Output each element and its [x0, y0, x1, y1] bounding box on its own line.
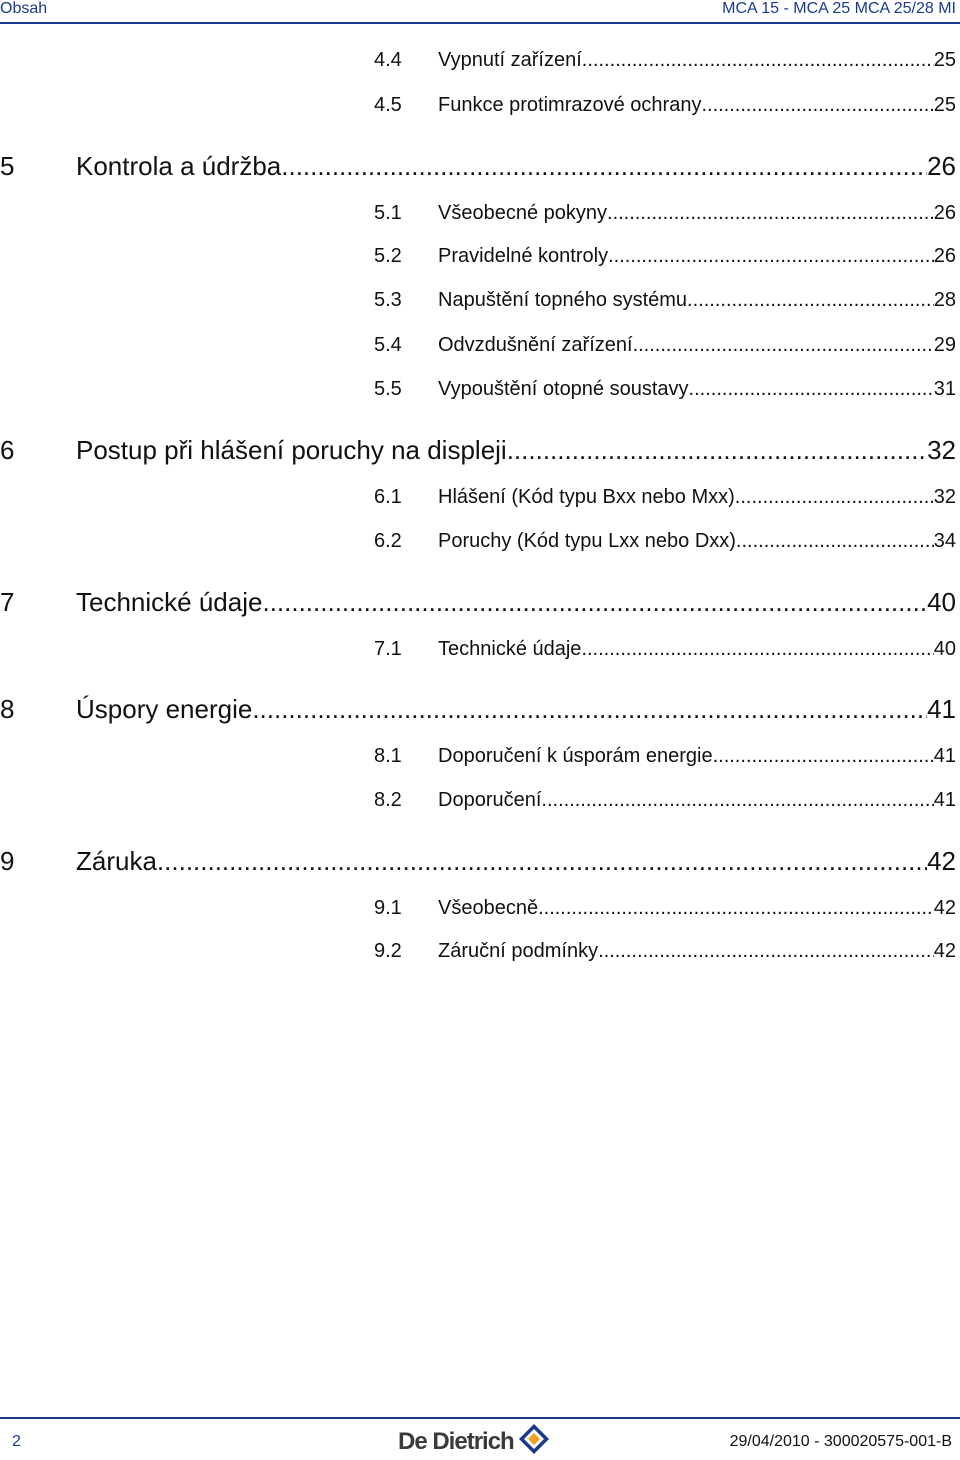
toc-entry[interactable] [374, 334, 956, 357]
toc-chapter-title: Záruka [76, 846, 157, 876]
toc-chapter[interactable] [0, 694, 956, 725]
toc-entry-page: 34 [933, 530, 956, 552]
toc-leader-dots [608, 245, 934, 268]
toc-chapter-number: 9 [0, 846, 15, 876]
toc-entry-page: 25 [933, 94, 956, 116]
toc-entry-title: Technické údaje [438, 638, 582, 660]
toc-entry-number: 5.1 [374, 202, 402, 224]
toc-entry[interactable] [374, 940, 956, 963]
toc-entry[interactable] [374, 378, 956, 401]
toc-entry-title: Vypnutí zařízení [438, 49, 582, 71]
toc-leader-dots [507, 435, 927, 466]
page-footer [0, 1417, 960, 1460]
toc-leader-dots [713, 745, 934, 768]
toc-entry-number: 5.5 [374, 378, 402, 400]
page-number: 2 [12, 1433, 21, 1450]
toc-entry-page: 26 [933, 202, 956, 224]
toc-entry-page: 25 [933, 49, 956, 71]
brand-logo-text: De Dietrich [398, 1427, 514, 1455]
document-reference: 29/04/2010 - 300020575-001-B [729, 1433, 952, 1450]
toc-leader-dots [157, 846, 927, 877]
toc-entry-page: 28 [933, 289, 956, 311]
toc-chapter-number: 8 [0, 694, 15, 724]
toc-entry-page: 29 [933, 334, 956, 356]
toc-entry[interactable] [374, 289, 956, 312]
toc-entry-page: 40 [933, 638, 956, 660]
document-title: MCA 15 - MCA 25 MCA 25/28 MI [722, 0, 956, 17]
toc-entry-page: 31 [933, 378, 956, 400]
toc-chapter-page: 26 [927, 151, 956, 181]
toc-entry[interactable] [374, 49, 956, 72]
toc-entry[interactable] [374, 638, 956, 661]
toc-entry-number: 4.5 [374, 94, 402, 116]
toc-chapter-title: Technické údaje [76, 587, 263, 617]
toc-entry-page: 42 [933, 897, 956, 919]
toc-chapter[interactable] [0, 435, 956, 466]
toc-entry-number: 6.2 [374, 530, 402, 552]
toc-entry[interactable] [374, 486, 956, 509]
toc-entry-page: 41 [933, 789, 956, 811]
toc-leader-dots [701, 94, 933, 117]
section-label: Obsah [0, 0, 48, 17]
de-dietrich-diamond-logo-icon [518, 1423, 550, 1460]
toc-chapter-number: 7 [0, 587, 15, 617]
toc-chapter-page: 32 [927, 435, 956, 465]
toc-leader-dots [581, 638, 933, 661]
toc-chapter-title: Úspory energie [76, 694, 253, 724]
toc-entry-title: Všeobecné pokyny [438, 202, 608, 224]
toc-entry-number: 4.4 [374, 49, 402, 71]
toc-chapter-title: Kontrola a údržba [76, 151, 282, 181]
toc-entry[interactable] [374, 94, 956, 117]
toc-chapter[interactable] [0, 151, 956, 182]
toc-entry-page: 41 [933, 745, 956, 767]
toc-entry-number: 8.1 [374, 745, 402, 767]
toc-leader-dots [598, 940, 934, 963]
toc-entry-title: Doporučení [438, 789, 542, 811]
toc-entry-number: 9.1 [374, 897, 402, 919]
toc-entry-number: 5.4 [374, 334, 402, 356]
toc-entry-title: Všeobecně [438, 897, 539, 919]
toc-leader-dots [633, 334, 934, 357]
toc-entry-title: Záruční podmínky [438, 940, 599, 962]
brand-logo [398, 1423, 550, 1460]
toc-leader-dots [538, 897, 934, 920]
toc-entry-title: Vypouštění otopné soustavy [438, 378, 689, 400]
toc-leader-dots [736, 530, 934, 553]
toc-entry-title: Napuštění topného systému [438, 289, 688, 311]
toc-chapter-page: 42 [927, 846, 956, 876]
toc-entry-title: Funkce protimrazové ochrany [438, 94, 702, 116]
toc-chapter[interactable] [0, 587, 956, 618]
toc-entry-number: 9.2 [374, 940, 402, 962]
toc-chapter-number: 6 [0, 435, 15, 465]
toc-leader-dots [252, 694, 927, 725]
toc-chapter-number: 5 [0, 151, 15, 181]
toc-entry-title: Poruchy (Kód typu Lxx nebo Dxx) [438, 530, 736, 552]
toc-entry-number: 5.3 [374, 289, 402, 311]
toc-entry[interactable] [374, 202, 956, 225]
toc-leader-dots [735, 486, 934, 509]
toc-entry[interactable] [374, 745, 956, 768]
toc-entry-number: 8.2 [374, 789, 402, 811]
toc-leader-dots [687, 289, 934, 312]
toc-entry[interactable] [374, 897, 956, 920]
toc-entry-number: 5.2 [374, 245, 402, 267]
toc-entry-title: Doporučení k úsporám energie [438, 745, 713, 767]
toc-leader-dots [281, 151, 927, 182]
toc-leader-dots [607, 202, 934, 225]
toc-chapter-page: 40 [927, 587, 956, 617]
toc-entry[interactable] [374, 789, 956, 812]
toc-leader-dots [541, 789, 933, 812]
toc-entry-number: 6.1 [374, 486, 402, 508]
toc-chapter-title: Postup při hlášení poruchy na displeji [76, 435, 507, 465]
toc-leader-dots [582, 49, 934, 72]
toc-leader-dots [689, 378, 934, 401]
toc-entry-title: Odvzdušnění zařízení [438, 334, 633, 356]
toc-entry[interactable] [374, 245, 956, 268]
toc-chapter-page: 41 [927, 694, 956, 724]
page-header [0, 0, 960, 24]
toc-leader-dots [262, 587, 927, 618]
toc-entry-page: 32 [933, 486, 956, 508]
toc-entry[interactable] [374, 530, 956, 553]
toc-entry-page: 42 [933, 940, 956, 962]
toc-chapter[interactable] [0, 846, 956, 877]
toc-entry-number: 7.1 [374, 638, 402, 660]
toc-entry-title: Pravidelné kontroly [438, 245, 609, 267]
toc-entry-title: Hlášení (Kód typu Bxx nebo Mxx) [438, 486, 735, 508]
toc-entry-page: 26 [933, 245, 956, 267]
